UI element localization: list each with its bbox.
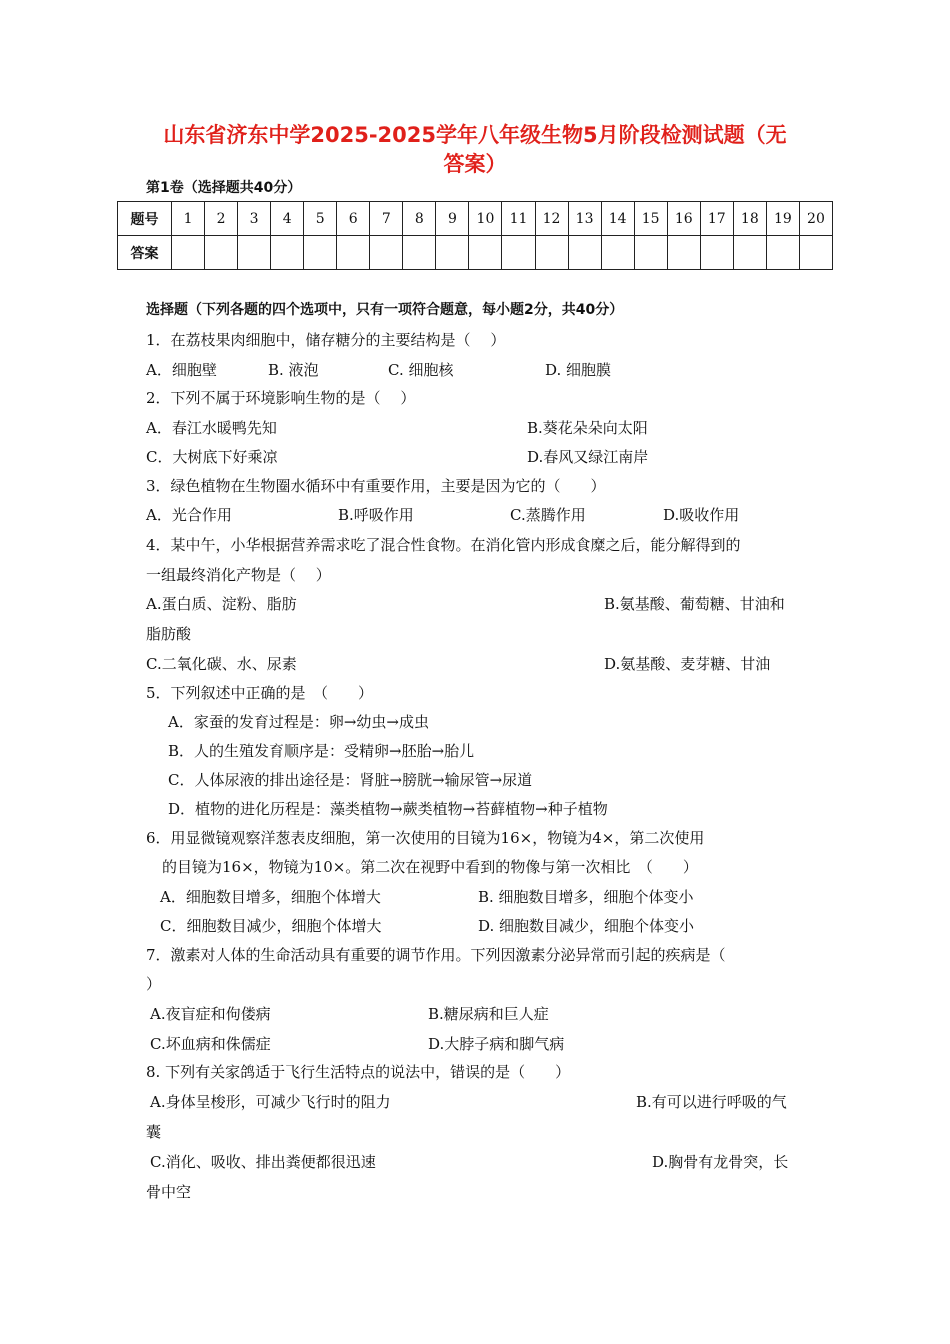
question-number-cell: 6: [337, 202, 370, 236]
question-number-cell: 19: [766, 202, 799, 236]
title-line-2: 答案）: [443, 152, 507, 176]
answer-table: [117, 201, 833, 270]
question-8-option-d-wrap: 骨中空: [146, 1183, 192, 1201]
question-3-option-c: C.蒸腾作用: [510, 506, 586, 524]
answer-cell[interactable]: [502, 236, 535, 270]
question-2-option-b: B.葵花朵朵向太阳: [527, 419, 648, 437]
answer-cell[interactable]: [601, 236, 634, 270]
question-1-option-a: A．细胞壁: [146, 361, 217, 379]
question-number-cell: 4: [271, 202, 304, 236]
question-2-option-a: A．春江水暖鸭先知: [146, 419, 277, 437]
question-3-option-a: A．光合作用: [146, 506, 232, 524]
question-4-option-d: D.氨基酸、麦芽糖、甘油: [604, 655, 771, 673]
question-2-option-c: C．大树底下好乘凉: [146, 448, 278, 466]
question-3-stem: 3．绿色植物在生物圈水循环中有重要作用，主要是因为它的（ ）: [146, 477, 606, 495]
question-7-stem-line-1: 7．激素对人体的生命活动具有重要的调节作用。下列因激素分泌异常而引起的疾病是（: [146, 946, 726, 964]
question-number-cell: 7: [370, 202, 403, 236]
answer-cell[interactable]: [799, 236, 832, 270]
question-6-stem-line-2: 的目镜为16×，物镜为10×。第二次在视野中看到的物像与第一次相比 （ ）: [162, 858, 698, 876]
answer-cell[interactable]: [535, 236, 568, 270]
question-number-cell: 17: [700, 202, 733, 236]
answer-cell[interactable]: [370, 236, 403, 270]
answer-cell[interactable]: [172, 236, 205, 270]
question-number-cell: 8: [403, 202, 436, 236]
document-title: [120, 121, 830, 179]
question-7-option-c: C.坏血病和侏儒症: [150, 1035, 271, 1053]
question-6-option-b: B. 细胞数目增多，细胞个体变小: [478, 888, 694, 906]
answer-cell[interactable]: [271, 236, 304, 270]
question-6-option-c: C．细胞数目减少，细胞个体增大: [160, 917, 382, 935]
question-number-cell: 12: [535, 202, 568, 236]
question-4-option-c: C.二氧化碳、水、尿素: [146, 655, 297, 673]
answer-cell[interactable]: [337, 236, 370, 270]
question-number-cell: 5: [304, 202, 337, 236]
question-1-option-d: D. 细胞膜: [545, 361, 612, 379]
question-1-option-b: B. 液泡: [268, 361, 319, 379]
title-line-1: 山东省济东中学2025-2025学年八年级生物5月阶段检测试题（无: [163, 123, 787, 147]
question-8-stem: 8. 下列有关家鸽适于飞行生活特点的说法中，错误的是（ ）: [146, 1063, 571, 1081]
question-2-stem: 2．下列不属于环境影响生物的是（ ）: [146, 389, 416, 407]
question-number-cell: 20: [799, 202, 832, 236]
question-7-option-d: D.大脖子病和脚气病: [428, 1035, 565, 1053]
question-number-cell: 14: [601, 202, 634, 236]
question-6-option-d: D. 细胞数目减少，细胞个体变小: [478, 917, 695, 935]
answer-cell[interactable]: [304, 236, 337, 270]
answer-cell[interactable]: [667, 236, 700, 270]
answer-cell[interactable]: [403, 236, 436, 270]
question-7-stem-line-2: ）: [146, 975, 162, 993]
question-8-option-c: C.消化、吸收、排出粪便都很迅速: [150, 1153, 376, 1171]
question-4-option-b-wrap: 脂肪酸: [146, 625, 192, 643]
question-number-cell: 3: [238, 202, 271, 236]
question-3-option-b: B.呼吸作用: [338, 506, 414, 524]
question-number-cell: 18: [733, 202, 766, 236]
answer-cell[interactable]: [700, 236, 733, 270]
answer-cell[interactable]: [733, 236, 766, 270]
instructions: 选择题（下列各题的四个选项中，只有一项符合题意，每小题2分，共40分）: [146, 302, 624, 318]
answer-cell[interactable]: [436, 236, 469, 270]
question-5-option-c: C．人体尿液的排出途径是：肾脏→膀胱→输尿管→尿道: [168, 771, 533, 789]
question-5-stem: 5．下列叙述中正确的是 （ ）: [146, 684, 374, 702]
question-5-option-d: D．植物的进化历程是：藻类植物→蕨类植物→苔藓植物→种子植物: [168, 800, 608, 818]
answer-cell[interactable]: [238, 236, 271, 270]
answer-cell[interactable]: [469, 236, 502, 270]
question-6-option-a: A．细胞数目增多，细胞个体增大: [160, 888, 381, 906]
row-label-answer: 答案: [118, 236, 172, 270]
question-3-option-d: D.吸收作用: [663, 506, 740, 524]
answer-cell[interactable]: [634, 236, 667, 270]
question-4-option-a: A.蛋白质、淀粉、脂肪: [146, 595, 297, 613]
question-number-cell: 11: [502, 202, 535, 236]
question-number-cell: 16: [667, 202, 700, 236]
question-7-option-b: B.糖尿病和巨人症: [428, 1005, 549, 1023]
question-4-stem-line-2: 一组最终消化产物是（ ）: [146, 566, 331, 584]
answer-cell[interactable]: [766, 236, 799, 270]
question-8-option-a: A.身体呈梭形，可减少飞行时的阻力: [150, 1093, 391, 1111]
question-5-option-a: A．家蚕的发育过程是：卵→幼虫→成虫: [168, 713, 429, 731]
question-7-option-a: A.夜盲症和佝偻病: [150, 1005, 271, 1023]
question-number-cell: 10: [469, 202, 502, 236]
question-number-cell: 15: [634, 202, 667, 236]
question-number-cell: 9: [436, 202, 469, 236]
question-number-cell: 13: [568, 202, 601, 236]
answer-table-number-row: [118, 202, 833, 236]
question-4-option-b: B.氨基酸、葡萄糖、甘油和: [604, 595, 785, 613]
question-number-cell: 1: [172, 202, 205, 236]
answer-cell[interactable]: [205, 236, 238, 270]
question-8-option-b-wrap: 囊: [146, 1123, 162, 1141]
question-1-option-c: C. 细胞核: [388, 361, 454, 379]
answer-table-answer-row: [118, 236, 833, 270]
question-8-option-b: B.有可以进行呼吸的气: [636, 1093, 787, 1111]
section-title: 第1卷（选择题共40分）: [146, 180, 302, 196]
row-label-question-number: 题号: [118, 202, 172, 236]
answer-cell[interactable]: [568, 236, 601, 270]
question-1-stem: 1．在荔枝果肉细胞中，储存糖分的主要结构是（ ）: [146, 331, 506, 349]
question-5-option-b: B．人的生殖发育顺序是：受精卵→胚胎→胎儿: [168, 742, 475, 760]
question-4-stem-line-1: 4．某中午，小华根据营养需求吃了混合性食物。在消化管内形成食糜之后，能分解得到的: [146, 536, 741, 554]
question-8-option-d: D.胸骨有龙骨突，长: [652, 1153, 789, 1171]
question-number-cell: 2: [205, 202, 238, 236]
question-6-stem-line-1: 6．用显微镜观察洋葱表皮细胞，第一次使用的目镜为16×，物镜为4×，第二次使用: [146, 829, 705, 847]
question-2-option-d: D.春风又绿江南岸: [527, 448, 649, 466]
